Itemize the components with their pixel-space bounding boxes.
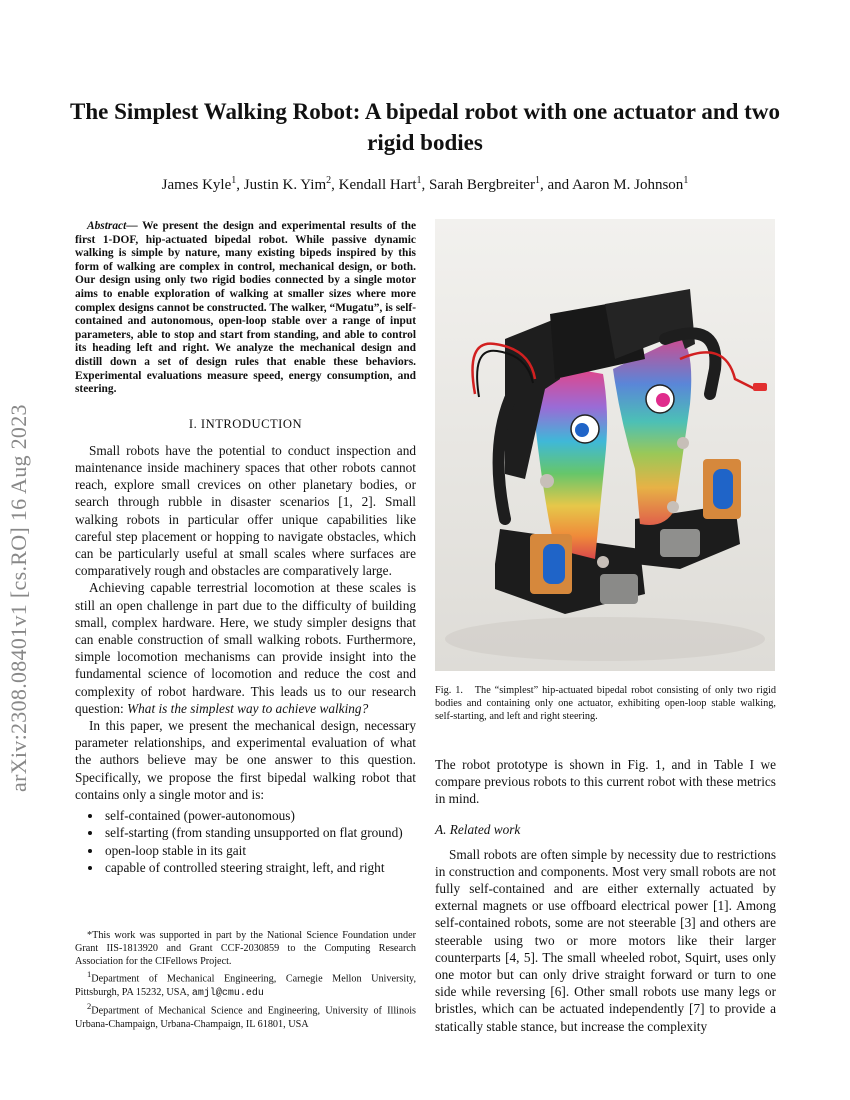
left-foot-weight	[600, 574, 638, 604]
section-heading-introduction: I. INTRODUCTION	[188, 416, 303, 431]
abstract	[75, 220, 416, 397]
button-right	[713, 469, 733, 509]
list-item: • self-contained (power-autonomous)	[103, 807, 416, 824]
right-foot-weight	[660, 529, 700, 557]
robot-photo	[435, 219, 775, 671]
author-name: Kendall Hart	[338, 177, 417, 193]
author-name: Aaron M. Johnson	[572, 177, 684, 193]
robot-illustration	[435, 219, 775, 671]
left-column	[75, 220, 416, 877]
subsection-heading: A. Related work	[435, 821, 521, 837]
footnotes	[75, 930, 416, 1031]
abstract-lead: Abstract	[87, 220, 127, 232]
floor-shadow	[445, 617, 765, 661]
footnote-affiliation-1: $^1$Department of Mechanical Engineering, Carnegie Mellon University, Pittsburgh, PA 15232, USA, amjl@cmu.edu	[75, 969, 416, 999]
abstract-text: — We present the design and experimental results of the first 1-DOF, hip-actuated bipedal robot. While passive dynamic walking is simple by nature, many existing bipeds inspired by this form of walking are complex in control, mechanical design, or both. Our design using only two rigid bodies connected by a single motor aims to enable exploration of walking at smaller sizes where more complex designs cannot be constructed. The walker, “Mugatu”, is self-contained and autonomous, open-loop stable over a range of input parameters, able to stop and start from standing, and able to control its heading left and right. We analyze the mechanical design and distill down a set of design rules that enable these behaviors. Experimental evaluations measure speed, energy consumption, and steering.	[75, 220, 416, 396]
paper-title: The Simplest Walking Robot: A bipedal robot with one actuator and two rigid bodies	[70, 99, 780, 155]
caption-text: The “simplest” hip-actuated bipedal robot consisting of only two rigid bodies and containing only one actuator, exhibiting open-loop stable walking, self-starting, and left and right steering.	[435, 685, 777, 722]
body-paragraph: The robot prototype is shown in Fig. 1, and in Table I we compare previous robots to this current robot with these metrics in mind.	[435, 757, 776, 807]
intro-paragraph-1: Small robots have the potential to conduct inspection and maintenance inside machinery spaces that other robots cannot reach, explore small crevices on other planetary bodies, or search through rubble in disaster scenarios [1, 2]. Small walking robots in particular offer unique capabilities like careful step placement or hopping to navigate obstacles, which can be particularly useful at small scales where surfaces are comparatively rough and obstacles are comparatively large.	[75, 442, 416, 579]
author-email: amjl@cmu.edu	[191, 987, 264, 999]
author-name: James Kyle	[161, 177, 232, 193]
connector	[753, 383, 767, 391]
footnote-affiliation-2: $^2$Department of Mechanical Science and Engineering, University of Illinois Urbana-Champaign, Urbana-Champaign, IL 61801, USA	[75, 1001, 416, 1030]
caption-label: Fig. 1.	[435, 685, 463, 696]
intro-paragraph-3: In this paper, we present the mechanical design, necessary parameter relationships, and experimental evaluation of what the authors believe may be one answer to this question. Specifically, we propose the first bipedal walking robot that contains only a single motor and is:	[75, 717, 416, 802]
right-column-text	[435, 756, 776, 1035]
list-item: • open-loop stable in its gait	[103, 842, 416, 859]
pupil-left	[575, 423, 589, 437]
arxiv-stamp: arXiv:2308.08401v1 [cs.RO] 16 Aug 2023	[6, 404, 31, 792]
bearing	[667, 501, 679, 513]
author-list: James Kyle$^1$, Justin K. Yim$^2$, Kendall Hart$^1$, Sarah Bergbreiter$^1$, and Aaron M. Johnson$^1$	[161, 175, 689, 193]
author-name: Justin K. Yim	[243, 177, 327, 193]
bearing	[540, 474, 554, 488]
bearing	[597, 556, 609, 568]
list-item: • self-starting (from standing unsupported on flat ground)	[103, 824, 416, 841]
pupil-right	[656, 393, 670, 407]
author-name: Sarah Bergbreiter	[429, 177, 535, 193]
footnote-funding: *This work was supported in part by the National Science Foundation under Grant IIS-1813920 and Grant CCF-2030859 to the Computing Research Association for the CIFellows Project.	[75, 930, 416, 967]
figure-caption	[435, 684, 776, 723]
contribution-list	[75, 807, 416, 877]
bearing	[677, 437, 689, 449]
button-left	[543, 544, 565, 584]
intro-paragraph-2: Achieving capable terrestrial locomotion at these scales is still an open challenge in part due to the difficulty of building small, complex hardware. Here, we study simpler designs that can enable construction of small walking robots. Furthermore, simple locomotion mechanisms can provide insight into the fundamental science of locomotion and reduce the cost and complexity of robot hardware. This leads us to our research question: What is the simplest way to achieve walking?	[75, 580, 416, 716]
body-paragraph: Small robots are often simple by necessity due to restrictions in construction and components. Most very small robots are not fully self-contained and are either externally actuated by external magnets or use offboard electrical power [1]. Among self-contained robots, some are not steerable [3] and others are steerable using two or more motors like their larger counterparts [4, 5]. The small wheeled robot, Squirt, uses only one motor but can only drive straight forward or turn to one side while reversing [6]. Other small robots use many legs or bristles, which can be actuated independently [7] to provide a statically stable stance, but increase the complexity	[435, 846, 776, 1034]
list-item: • capable of controlled steering straight, left, and right	[103, 859, 416, 876]
research-question: What is the simplest way to achieve walking?	[127, 700, 369, 716]
